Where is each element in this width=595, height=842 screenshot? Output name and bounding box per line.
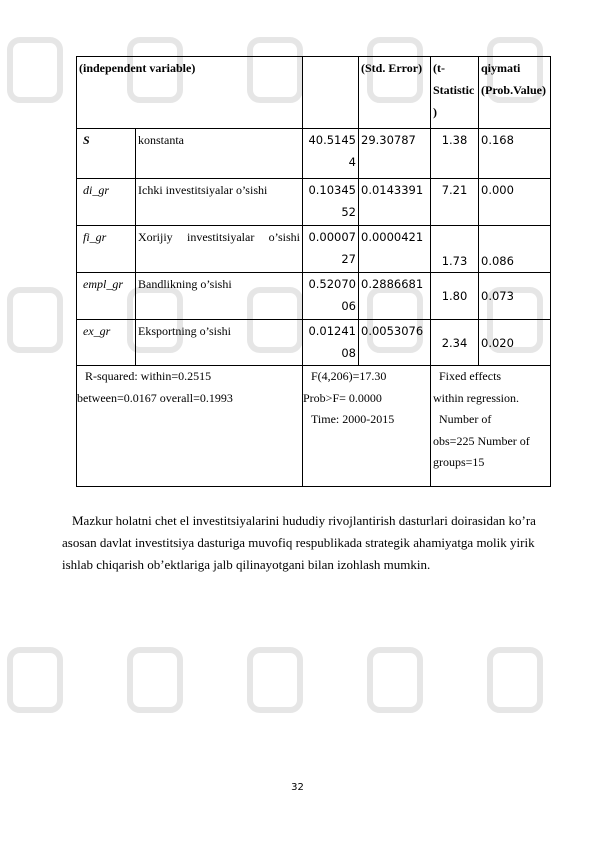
f-test-cell xyxy=(303,366,431,487)
std-error-value: 0.0143391 xyxy=(359,179,431,226)
r-squared-within: R-squared: within=0.2515 xyxy=(85,369,212,383)
header-prob-value: qiymati (Prob.Value) xyxy=(479,57,551,129)
t-statistic-value: 1.80 xyxy=(431,273,479,320)
page-number: 32 xyxy=(291,782,304,793)
coefficient-value: 0.5207006 xyxy=(303,273,359,320)
std-error-value: 0.0053076 xyxy=(359,320,431,366)
table-row xyxy=(77,129,551,179)
groups-count: groups=15 xyxy=(433,455,485,469)
variable-label: Ichki investitsiyalar o’sishi xyxy=(136,179,303,226)
prob-value: 0.086 xyxy=(479,226,551,273)
variable-name: S xyxy=(77,129,136,179)
variable-label: Xorijiy investitsiyalar o’sishi xyxy=(136,226,303,273)
t-statistic-value: 1.73 xyxy=(431,226,479,273)
time-period: Time: 2000-2015 xyxy=(311,412,395,426)
prob-value: 0.000 xyxy=(479,179,551,226)
table-header-row xyxy=(77,57,551,129)
variable-label: Eksportning o’sishi xyxy=(136,320,303,366)
within-regression-label: within regression. xyxy=(433,390,519,405)
obs-groups-count: obs=225 Number of xyxy=(433,433,530,448)
variable-name: fi_gr xyxy=(77,226,136,273)
t-statistic-value: 1.38 xyxy=(431,129,479,179)
prob-f: Prob>F= 0.0000 xyxy=(303,390,382,405)
model-fit-cell xyxy=(77,366,303,487)
table-row xyxy=(77,179,551,226)
fixed-effects-cell xyxy=(431,366,551,487)
std-error-value: 29.30787 xyxy=(359,129,431,179)
variable-name: di_gr xyxy=(77,179,136,226)
number-of-label: Number of xyxy=(439,412,492,426)
table-row xyxy=(77,226,551,273)
f-statistic: F(4,206)=17.30 xyxy=(311,369,387,383)
coefficient-value: 0.0124108 xyxy=(303,320,359,366)
table-footer-row xyxy=(77,366,551,487)
std-error-value: 0.2886681 xyxy=(359,273,431,320)
prob-value: 0.073 xyxy=(479,273,551,320)
body-paragraph: Mazkur holatni chet el investitsiyalarini hududiy rivojlantirish dasturlari doirasidan ko’ra asosan davlat investitsiya dasturiga muvofiq respublikada strategik ahamiyatga molik yirik ishlab chiqarish ob’ektlariga jalb qilinayotgani bilan izohlash mumkin. xyxy=(62,513,536,572)
variable-name: empl_gr xyxy=(77,273,136,320)
coefficient-value: 0.0000727 xyxy=(303,226,359,273)
header-std-error: (Std. Error) xyxy=(359,57,431,129)
prob-value: 0.168 xyxy=(479,129,551,179)
table-row xyxy=(77,273,551,320)
header-t-statistic: (t- Statistic) xyxy=(431,57,479,129)
regression-table xyxy=(76,56,551,487)
prob-value: 0.020 xyxy=(479,320,551,366)
variable-label: Bandlikning o’sishi xyxy=(136,273,303,320)
header-coefficient xyxy=(303,57,359,129)
coefficient-value: 40.51454 xyxy=(303,129,359,179)
variable-name: ex_gr xyxy=(77,320,136,366)
r-squared-between-overall: between=0.0167 overall=0.1993 xyxy=(77,390,233,405)
header-independent-variable: (independent variable) xyxy=(77,57,303,129)
std-error-value: 0.0000421 xyxy=(359,226,431,273)
fixed-effects-label: Fixed effects xyxy=(439,369,502,383)
table-row xyxy=(77,320,551,366)
t-statistic-value: 2.34 xyxy=(431,320,479,366)
variable-label: konstanta xyxy=(136,129,303,179)
coefficient-value: 0.1034552 xyxy=(303,179,359,226)
t-statistic-value: 7.21 xyxy=(431,179,479,226)
